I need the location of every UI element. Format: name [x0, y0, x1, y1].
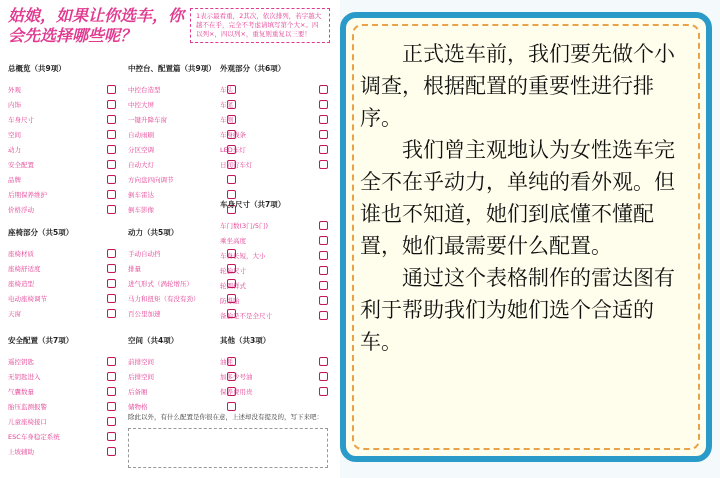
survey-item-label: 后排空间 [128, 373, 154, 381]
rank-checkbox[interactable] [107, 432, 116, 441]
rank-checkbox[interactable] [107, 279, 116, 288]
rank-checkbox[interactable] [319, 372, 328, 381]
rank-checkbox[interactable] [227, 264, 236, 273]
rank-checkbox[interactable] [107, 85, 116, 94]
survey-item [128, 172, 236, 187]
survey-item [220, 384, 328, 399]
survey-item-label: 儿童座椅接口 [8, 418, 47, 426]
rank-checkbox[interactable] [227, 279, 236, 288]
rank-checkbox[interactable] [107, 100, 116, 109]
survey-item-label: 无钥匙进入 [8, 373, 41, 381]
rank-checkbox[interactable] [107, 372, 116, 381]
survey-item-label: 倒车影像 [128, 206, 154, 214]
survey-item [8, 127, 116, 142]
survey-item-label: 内饰 [8, 101, 21, 109]
survey-item-label: 前排空间 [128, 358, 154, 366]
survey-item [220, 308, 328, 323]
survey-sheet [0, 0, 340, 478]
survey-item-label: 品牌 [8, 176, 21, 184]
survey-item-label: 车身尺寸 [8, 116, 34, 124]
survey-item [220, 293, 328, 308]
survey-item-label: 轮胎尺寸 [220, 267, 246, 275]
rank-checkbox[interactable] [107, 205, 116, 214]
survey-item-label: 车侧 [220, 116, 233, 124]
survey-item-label: 保养费用贵 [220, 388, 253, 396]
rank-checkbox[interactable] [107, 387, 116, 396]
section-overview [8, 62, 116, 217]
rank-checkbox[interactable] [107, 357, 116, 366]
rank-checkbox[interactable] [319, 281, 328, 290]
rank-checkbox[interactable] [227, 309, 236, 318]
survey-item-label: 日间行车灯 [220, 161, 253, 169]
section-title: 动力（共5项） [128, 228, 179, 237]
survey-item-label: 安全配置 [8, 161, 34, 169]
survey-item-label: 车尾 [220, 101, 233, 109]
section-title: 安全配置（共7项） [8, 336, 74, 345]
survey-item [8, 354, 116, 369]
rank-checkbox[interactable] [319, 296, 328, 305]
survey-item-label: 储物格 [128, 403, 148, 411]
survey-item-label: ESC车身稳定系统 [8, 433, 60, 441]
survey-item [220, 248, 328, 263]
extra-prompt: 除此以外，有什么配置是你很在意，上述却没有提及的，写下来吧： [128, 413, 323, 421]
survey-item-label: 轮圈样式 [220, 282, 246, 290]
card-paragraph-3: 通过这个表格制作的雷达图有利于帮助我们为她们选个合适的车。 [360, 266, 675, 354]
survey-item [8, 444, 116, 459]
survey-item-label: 排量 [128, 265, 141, 273]
survey-item [220, 127, 328, 142]
survey-item [8, 414, 116, 429]
survey-item-label: 中控台造型 [128, 86, 161, 94]
section-power [128, 226, 236, 321]
section-title: 其他（共3项） [220, 336, 271, 345]
rank-checkbox[interactable] [107, 115, 116, 124]
survey-item-label: 加多少号油 [220, 373, 253, 381]
survey-item-label: 乘坐高度 [220, 237, 246, 245]
rank-checkbox[interactable] [319, 266, 328, 275]
survey-item [8, 429, 116, 444]
survey-item-label: 车头 [220, 86, 233, 94]
rank-checkbox[interactable] [227, 402, 236, 411]
survey-item-label: 胎压监测报警 [8, 403, 47, 411]
section-title: 外观部分（共6项） [220, 64, 286, 73]
survey-item [220, 97, 328, 112]
rank-checkbox[interactable] [319, 160, 328, 169]
rank-checkbox[interactable] [319, 251, 328, 260]
survey-item-label: 备胎是不是全尺寸 [220, 312, 272, 320]
survey-item-label: 价格浮动 [8, 206, 34, 214]
survey-item-label: 外观 [8, 86, 21, 94]
rank-checkbox[interactable] [107, 190, 116, 199]
survey-item [220, 233, 328, 248]
survey-item-label: 车身线条 [220, 131, 246, 139]
survey-item [8, 246, 116, 261]
survey-item [128, 261, 236, 276]
survey-item [8, 291, 116, 306]
survey-item-label: 倒车雷达 [128, 191, 154, 199]
survey-item-label: 一键升降车窗 [128, 116, 167, 124]
survey-item-label: 防爆胎 [220, 297, 240, 305]
section-title: 中控台、配置篇（共9项） [128, 64, 216, 73]
survey-item-label: 车身长短，大小 [220, 252, 266, 260]
survey-item-label: 后备厢 [128, 388, 148, 396]
survey-item [220, 142, 328, 157]
survey-item [220, 82, 328, 97]
survey-item [220, 369, 328, 384]
survey-item-label: 座椅造型 [8, 280, 34, 288]
survey-item-label: 油耗 [220, 358, 233, 366]
survey-item [220, 112, 328, 127]
survey-item [220, 278, 328, 293]
survey-item [8, 142, 116, 157]
section-title: 座椅部分（共5项） [8, 228, 74, 237]
rank-checkbox[interactable] [107, 249, 116, 258]
survey-item-label: 方向盘四向调节 [128, 176, 174, 184]
survey-item-label: 座椅材质 [8, 250, 34, 258]
rank-checkbox[interactable] [107, 145, 116, 154]
survey-item-label: 气囊数量 [8, 388, 34, 396]
survey-item [220, 263, 328, 278]
section-seats [8, 226, 116, 321]
survey-item [220, 354, 328, 369]
survey-item [8, 157, 116, 172]
card-paragraph-1: 正式选车前，我们要先做个小调查，根据配置的重要性进行排序。 [360, 42, 675, 130]
survey-item-label: 后期保养维护 [8, 191, 47, 199]
survey-item [8, 369, 116, 384]
rank-checkbox[interactable] [227, 294, 236, 303]
rank-checkbox[interactable] [319, 130, 328, 139]
survey-item-label: 自动雨刷 [128, 131, 154, 139]
rank-checkbox[interactable] [319, 145, 328, 154]
survey-item-label: 百公里加速 [128, 310, 161, 318]
survey-note: 1表示最看重，2其次，依次排列，若字越大越不在乎，完全不考虑请填写第个大×。四以列×，四以列×，重复则重复以三要！ [190, 8, 330, 43]
rank-checkbox[interactable] [107, 264, 116, 273]
rank-checkbox[interactable] [319, 357, 328, 366]
survey-item [8, 82, 116, 97]
card-paragraph-2: 我们曾主观地认为女性选车完全不在乎动力，单纯的看外观。但谁也不知道，她们到底懂不懂配置，她们最需要什么配置。 [360, 138, 675, 258]
section-other [220, 334, 328, 399]
survey-item-label: 天窗 [8, 310, 21, 318]
survey-item [8, 202, 116, 217]
rank-checkbox[interactable] [107, 160, 116, 169]
rank-checkbox[interactable] [107, 417, 116, 426]
section-body-size [220, 198, 328, 323]
survey-item-label: 进气形式（涡轮增压） [128, 280, 193, 288]
rank-checkbox[interactable] [319, 100, 328, 109]
survey-item [8, 399, 116, 414]
rank-checkbox[interactable] [107, 447, 116, 456]
survey-item [220, 157, 328, 172]
survey-item [128, 246, 236, 261]
section-title: 总概览（共9项） [8, 64, 66, 73]
rank-checkbox[interactable] [319, 115, 328, 124]
survey-item-label: 手动自动挡 [128, 250, 161, 258]
intro-card [340, 12, 712, 462]
rank-checkbox[interactable] [107, 309, 116, 318]
section-exterior [220, 62, 328, 172]
rank-checkbox[interactable] [319, 311, 328, 320]
survey-item-label: 电动座椅调节 [8, 295, 47, 303]
section-title: 空间（共4项） [128, 336, 179, 345]
section-safety [8, 334, 116, 459]
survey-item-label: 座椅舒适度 [8, 265, 41, 273]
survey-item [128, 306, 236, 321]
survey-item [8, 187, 116, 202]
rank-checkbox[interactable] [319, 85, 328, 94]
survey-item-label: 车门数(3门/5门) [220, 222, 269, 230]
rank-checkbox[interactable] [107, 175, 116, 184]
survey-item-label: LED车灯 [220, 146, 246, 154]
survey-title: 姑娘，如果让你选车，你会先选择哪些呢？ [8, 6, 185, 45]
survey-item-label: 动力 [8, 146, 21, 154]
survey-item-label: 马力和扭矩（有没有劲） [128, 295, 200, 303]
survey-item-label: 分区空调 [128, 146, 154, 154]
survey-item [220, 218, 328, 233]
rank-checkbox[interactable] [107, 402, 116, 411]
survey-item [8, 384, 116, 399]
survey-item [128, 276, 236, 291]
survey-item [8, 97, 116, 112]
rank-checkbox[interactable] [319, 387, 328, 396]
extra-input-area[interactable] [128, 428, 328, 468]
rank-checkbox[interactable] [227, 249, 236, 258]
rank-checkbox[interactable] [107, 294, 116, 303]
rank-checkbox[interactable] [107, 130, 116, 139]
section-title: 车身尺寸（共7项） [220, 200, 286, 209]
survey-item [8, 306, 116, 321]
rank-checkbox[interactable] [319, 236, 328, 245]
survey-item [8, 261, 116, 276]
survey-item [8, 276, 116, 291]
survey-item [8, 172, 116, 187]
survey-item-label: 中控大屏 [128, 101, 154, 109]
survey-item-label: 空间 [8, 131, 21, 139]
survey-item-label: 自动大灯 [128, 161, 154, 169]
rank-checkbox[interactable] [227, 175, 236, 184]
survey-item [128, 291, 236, 306]
survey-item [8, 112, 116, 127]
survey-item-label: 上坡辅助 [8, 448, 34, 456]
survey-item-label: 遥控钥匙 [8, 358, 34, 366]
rank-checkbox[interactable] [319, 221, 328, 230]
